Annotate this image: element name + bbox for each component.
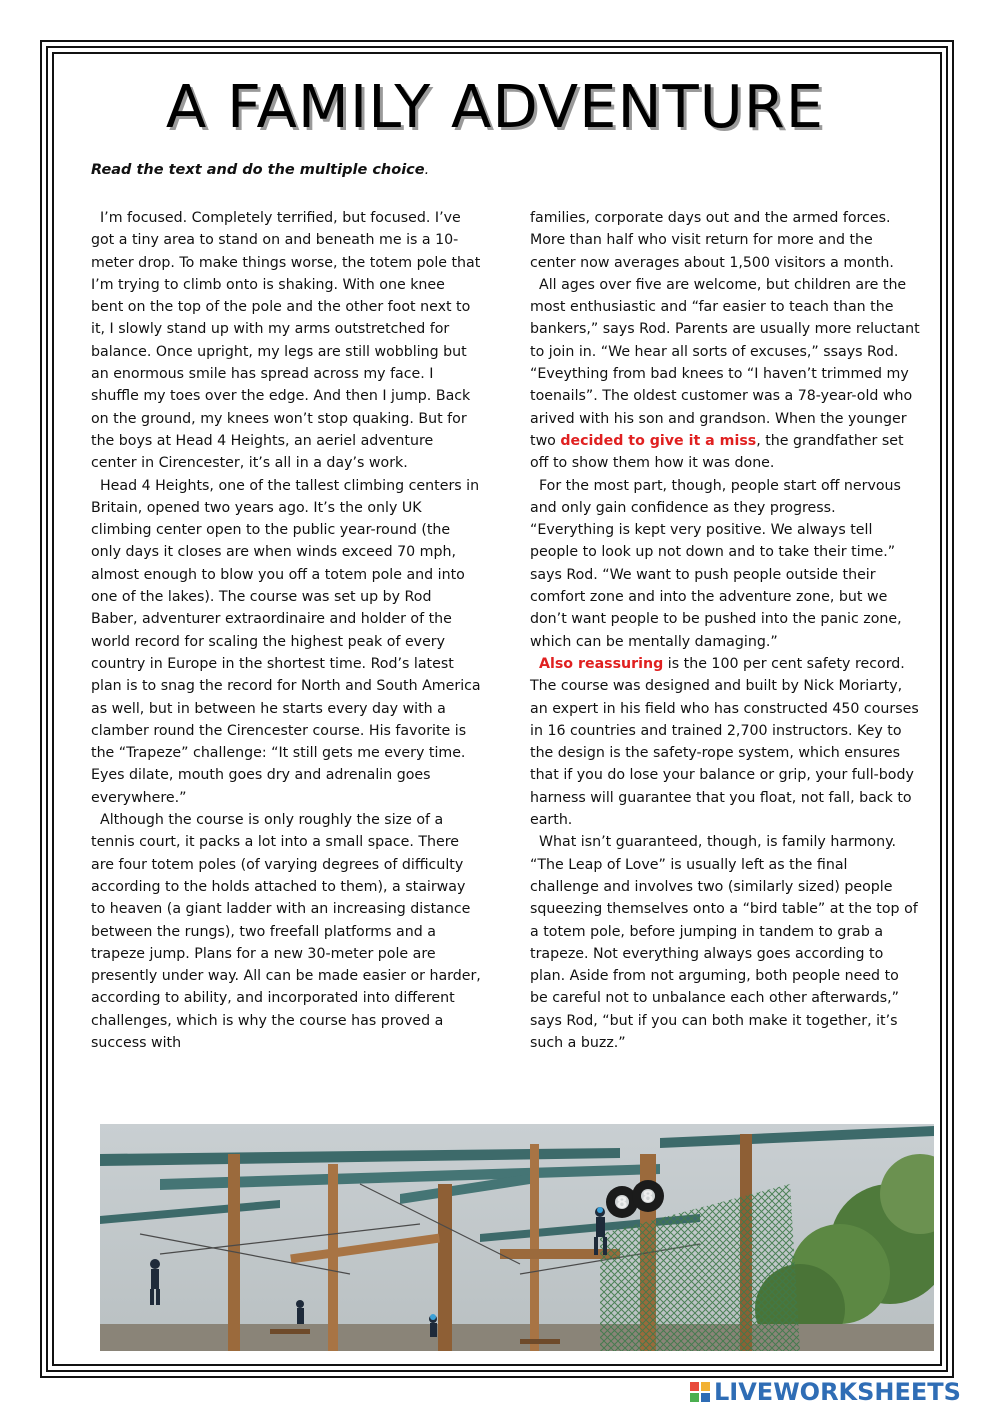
article-column-left bbox=[91, 207, 481, 1054]
article-paragraph: families, corporate days out and the armed forces. More than half who visit return for more and the center now averages about 1,500 visitors a month. bbox=[530, 210, 894, 271]
paragraph-text: is the 100 per cent safety record. The course was designed and built by Nick Moriarty, an expert in his field who has constructed 450 courses in 16 countries and trained 2,700 instructors. Key to the design is the safety-rope system, which ensures that if you do lose your balance or grip, your full-body harness will guarantee that you float, not fall, back to earth. bbox=[530, 655, 919, 829]
climbing-course-photo bbox=[100, 1124, 934, 1351]
instructions-label: Read the text and do the multiple choice bbox=[91, 162, 425, 178]
highlighted-phrase: Also reassuring bbox=[539, 655, 664, 672]
highlighted-phrase: decided to give it a miss bbox=[560, 432, 757, 449]
page-title: A FAMILY ADVENTURE bbox=[165, 72, 825, 141]
article-paragraph: For the most part, though, people start off nervous and only gain confidence as they progress. “Everything is kept very positive. We always tell people to look up not down and to take their time.” says Rod. “We want to push people outside their comfort zone and into the adventure zone, but we don’t want people to be pushed into the panic zone, which can be mentally damaging.” bbox=[530, 477, 902, 650]
article-paragraph: What isn’t guaranteed, though, is family harmony. “The Leap of Love” is usually left as the final challenge and involves two (similarly sized) people squeezing themselves onto a “bird table” at the top of a totem pole, before jumping in tandem to grab a trapeze. Not everything always goes according to plan. Aside from not arguming, both people need to be careful not to unbalance each other afterwards,” says Rod, “but if you can both make it together, it’s such a buzz.” bbox=[530, 834, 918, 1051]
paragraph-text: , the grandfather set off to show them how it was done. bbox=[530, 432, 904, 472]
article-paragraph: I’m focused. Completely terrified, but focused. I’ve got a tiny area to stand on and beneath me is a 10-meter drop. To make things worse, the totem pole that I’m trying to climb onto is shaking. With one knee bent on the top of the pole and the other foot next to it, I slowly stand up with my arms outstretched for balance. Once upright, my legs are still wobbling but an enormous smile has spread across my face. I shuffle my toes over the edge. And then I jump. Back on the ground, my knees won’t stop quaking. But for the boys at Head 4 Heights, an aeriel adventure center in Cirencester, it’s all in a day’s work. bbox=[91, 210, 481, 472]
liveworksheets-logo bbox=[690, 1377, 961, 1407]
instructions bbox=[91, 162, 429, 178]
article-column-right bbox=[530, 207, 920, 1054]
instructions-period: . bbox=[424, 162, 430, 178]
climbing-course-illustration bbox=[100, 1124, 934, 1351]
tire-number: 8 bbox=[642, 1187, 654, 1206]
article-paragraph: Although the course is only roughly the size of a tennis court, it packs a lot into a small space. There are four totem poles (of varying degrees of difficulty according to the holds attached to them), a stairway to heaven (a giant ladder with an increasing distance between the rungs), two freefall platforms and a trapeze jump. Plans for a new 30-meter pole are presently under way. All can be made easier or harder, according to ability, and incorporated into different challenges, which is why the course has proved a success with bbox=[91, 812, 481, 1051]
brand-name: LIVEWORKSHEETS bbox=[714, 1378, 961, 1406]
article-paragraph bbox=[530, 653, 920, 831]
article-paragraph bbox=[530, 274, 920, 475]
paragraph-text: All ages over five are welcome, but children are the most enthusiastic and “far easier to teach than the bankers,” says Rod. Parents are usually more reluctant to join in. “We hear all sorts of excuses,” ssays Rod. “Eveything from bad knees to “I haven’t trimmed my toenails”. The oldest customer was a 78-year-old who arived with his son and grandson. When the younger two bbox=[530, 276, 920, 449]
tire-number: 8 bbox=[616, 1193, 628, 1212]
article-paragraph: Head 4 Heights, one of the tallest climbing centers in Britain, opened two years ago. It’s the only UK climbing center open to the public year-round (the only days it closes are when winds exceed 70 mph, almost enough to blow you off a totem pole and into one of the lakes). The course was set up by Rod Baber, adventurer extraordinaire and holder of the world record for scaling the highest peak of every country in Europe in the shortest time. Rod’s latest plan is to snag the record for North and South America as well, but in between he starts every day with a clamber round the Cirencester course. His favorite is the “Trapeze” challenge: “It still gets me every time. Eyes dilate, mouth goes dry and adrenalin goes everywhere.” bbox=[91, 477, 481, 806]
logo-icon bbox=[690, 1382, 710, 1402]
